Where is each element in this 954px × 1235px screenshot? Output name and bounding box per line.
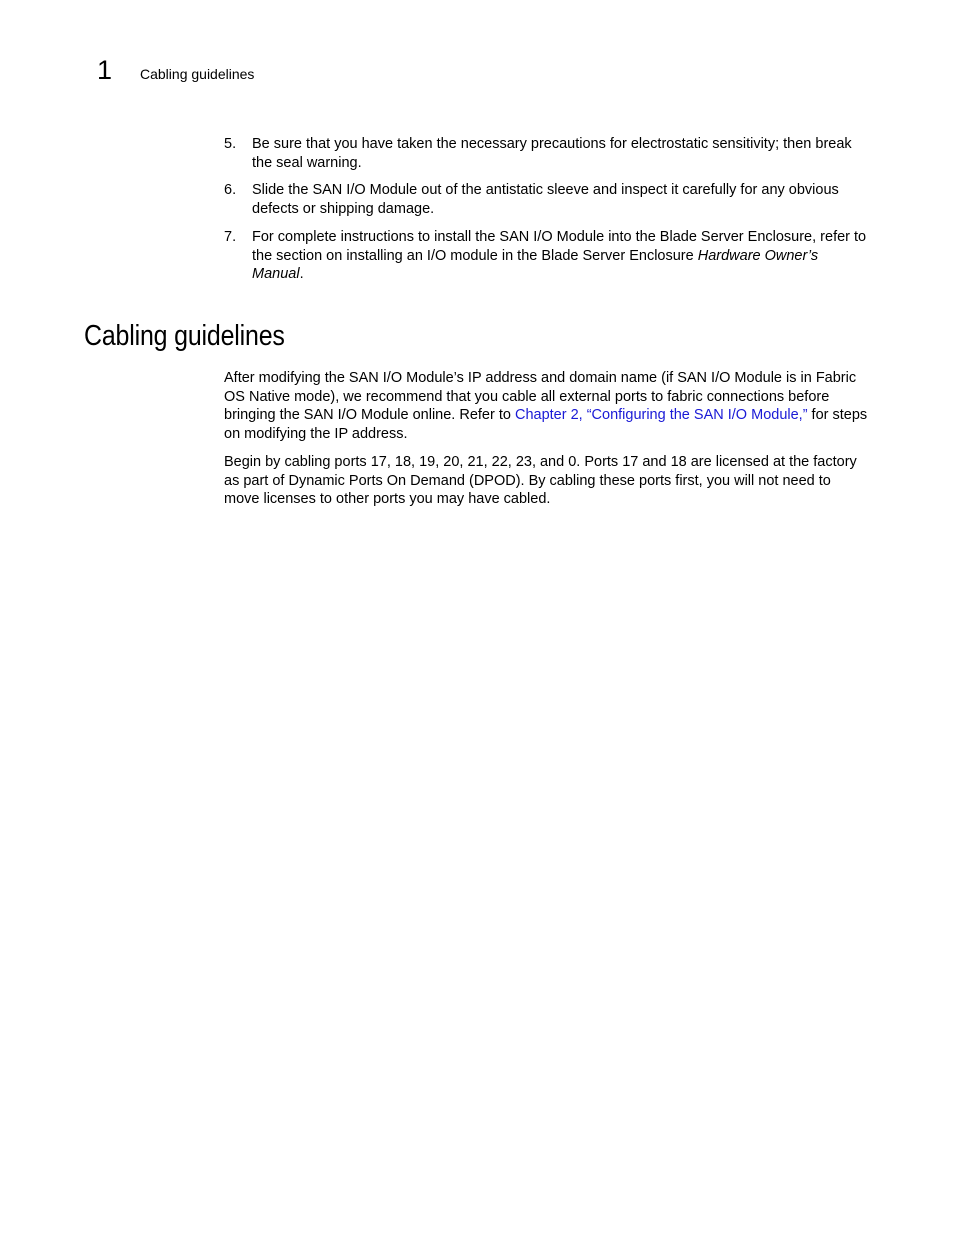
step-number: 7. <box>224 228 237 245</box>
step-6 <box>224 181 870 218</box>
paragraph-text: After modifying the SAN I/O Module’s IP address and domain name (if SAN I/O Module is in Fabric OS Native mode), we recommend that you cable all external ports to fabric connections before bringing the SAN I/O Module online. Refer to <box>224 370 857 424</box>
step-text: Be sure that you have taken the necessary precautions for electrostatic sensitivity; then break the seal warning. <box>252 136 852 171</box>
section-heading: Cabling guidelines <box>84 320 285 352</box>
step-number: 6. <box>224 182 237 199</box>
paragraph-text-end: for steps on modifying the IP address. <box>224 407 868 443</box>
step-5 <box>224 135 870 172</box>
manual-title: Hardware Owner’s Manual <box>252 247 819 283</box>
step-text-end: . <box>299 266 304 283</box>
section-body <box>224 369 870 518</box>
step-7 <box>224 228 870 284</box>
paragraph-cabling-intro <box>224 369 870 444</box>
procedure-steps <box>224 135 870 293</box>
step-text: For complete instructions to install the SAN I/O Module into the Blade Server Enclosure, refer to the section on installing an I/O module in the Blade Server Enclosure <box>252 228 867 264</box>
step-text: Slide the SAN I/O Module out of the antistatic sleeve and inspect it carefully for any obvious defects or shipping damage. <box>252 182 839 218</box>
step-number: 5. <box>224 136 237 152</box>
paragraph-cabling-order: Begin by cabling ports 17, 18, 19, 20, 21, 22, 23, and 0. Ports 17 and 18 are licensed at the factory as part of Dynamic Ports On Demand (DPOD). By cabling these ports first, you will not need to move licenses to other ports you may have cabled. <box>224 453 857 508</box>
chapter-number: 1 <box>97 55 113 85</box>
running-header-title: Cabling guidelines <box>140 66 255 82</box>
chapter-2-cross-reference-link[interactable]: Chapter 2, “Configuring the SAN I/O Module,” <box>514 407 808 424</box>
